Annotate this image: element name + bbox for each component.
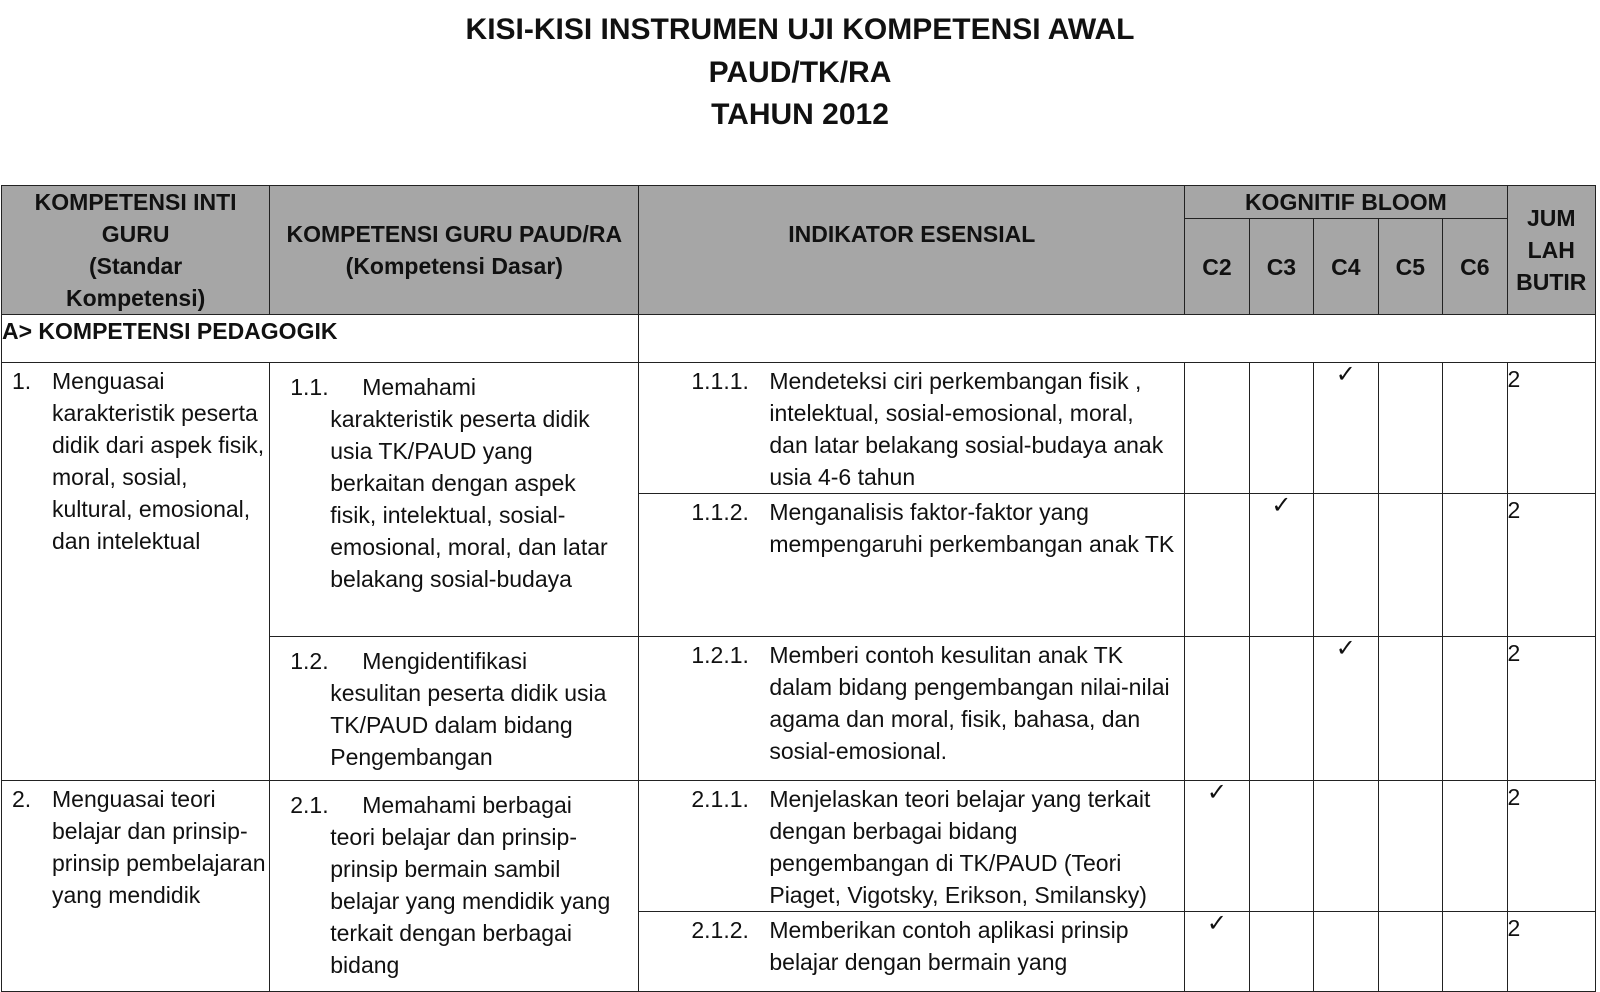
bloom-cell — [1249, 912, 1313, 992]
header-jumlah-line1: JUM — [1526, 205, 1576, 231]
header-level-c6: C6 — [1443, 219, 1508, 315]
indikator-text: Menganalisis faktor-faktor yang mempengaruhi perkembangan anak TK — [769, 499, 1175, 557]
indikator-2-1-2 — [639, 912, 1185, 992]
header-jumlah-line2: LAH — [1527, 237, 1575, 263]
kompetensi-dasar-number: 1.1. — [290, 374, 329, 400]
header-kompetensi-inti-line4: Kompetensi) — [65, 285, 206, 311]
kompetensi-dasar-number: 2.1. — [290, 792, 329, 818]
bloom-cell — [1185, 494, 1249, 637]
check-mark-icon: ✓ — [1314, 637, 1378, 781]
header-level-c3: C3 — [1249, 219, 1313, 315]
jumlah-butir-value: 2 — [1507, 912, 1595, 992]
kompetensi-dasar-2-1 — [270, 781, 639, 992]
kompetensi-inti-text: Menguasai teori belajar dan prinsip-prinsip pembelajaran yang mendidik — [52, 786, 266, 908]
kompetensi-dasar-text: karakteristik peserta didik usia TK/PAUD yang berkaitan dengan aspek fisik, intelektual, sosial-emosional, moral, dan latar belakang sosial-budaya — [330, 406, 608, 592]
header-kompetensi-guru-line2: (Kompetensi Dasar) — [345, 253, 563, 279]
check-mark-icon: ✓ — [1314, 363, 1378, 494]
kompetensi-dasar-text: teori belajar dan prinsip-prinsip bermain sambil belajar yang mendidik yang terkait dengan berbagai bidang — [330, 824, 611, 978]
indikator-1-1-2 — [639, 494, 1185, 637]
indikator-1-2-1 — [639, 637, 1185, 781]
header-kompetensi-inti-line1: KOMPETENSI INTI — [34, 189, 237, 215]
bloom-cell — [1378, 637, 1442, 781]
bloom-cell — [1249, 781, 1313, 912]
jumlah-butir-value: 2 — [1507, 781, 1595, 912]
indikator-number: 1.2.1. — [691, 642, 749, 668]
bloom-cell — [1443, 637, 1508, 781]
header-kompetensi-inti — [2, 186, 270, 315]
kompetensi-dasar-verb: Memahami — [362, 374, 477, 400]
bloom-cell — [1378, 363, 1442, 494]
bloom-cell — [1443, 781, 1508, 912]
kompetensi-inti-2 — [2, 781, 270, 992]
header-kompetensi-guru — [270, 186, 639, 315]
kompetensi-dasar-verb: Memahami berbagai — [362, 792, 572, 818]
indikator-1-1-1 — [639, 363, 1185, 494]
bloom-cell — [1249, 637, 1313, 781]
check-mark-icon: ✓ — [1185, 912, 1249, 992]
indikator-text: Menjelaskan teori belajar yang terkait dengan berbagai bidang pengembangan di TK/PAUD (Teori Piaget, Vigotsky, Erikson, Smilansky) — [769, 786, 1151, 908]
kompetensi-dasar-text: kesulitan peserta didik usia TK/PAUD dalam bidang Pengembangan — [330, 680, 607, 770]
kisi-kisi-table — [1, 185, 1596, 992]
kompetensi-inti-number: 1. — [12, 368, 32, 394]
bloom-cell — [1378, 494, 1442, 637]
header-kompetensi-inti-line2: GURU — [101, 221, 170, 247]
header-kompetensi-inti-line3: (Standar — [88, 253, 183, 279]
bloom-cell — [1185, 637, 1249, 781]
jumlah-butir-value: 2 — [1507, 637, 1595, 781]
bloom-cell — [1314, 494, 1378, 637]
kompetensi-dasar-1-2 — [270, 637, 639, 781]
indikator-number: 1.1.2. — [691, 499, 749, 525]
kompetensi-inti-text: Menguasai karakteristik peserta didik dari aspek fisik, moral, sosial, kultural, emosional, dan intelektual — [52, 368, 265, 554]
kompetensi-dasar-number: 1.2. — [290, 648, 329, 674]
section-kompetensi-pedagogik: A> KOMPETENSI PEDAGOGIK — [2, 315, 639, 363]
indikator-text: Mendeteksi ciri perkembangan fisik , intelektual, sosial-emosional, moral, dan latar belakang sosial-budaya anak usia 4-6 tahun — [769, 368, 1164, 490]
kompetensi-dasar-verb: Mengidentifikasi — [362, 648, 528, 674]
indikator-number: 1.1.1. — [691, 368, 749, 394]
header-jumlah-line3: BUTIR — [1516, 269, 1587, 295]
bloom-cell — [1443, 912, 1508, 992]
check-mark-icon: ✓ — [1249, 494, 1313, 637]
indikator-number: 2.1.1. — [691, 786, 749, 812]
jumlah-butir-value: 2 — [1507, 363, 1595, 494]
indikator-2-1-1 — [639, 781, 1185, 912]
header-kognitif-bloom: KOGNITIF BLOOM — [1185, 186, 1507, 219]
document-title-line1: KISI-KISI INSTRUMEN UJI KOMPETENSI AWAL — [465, 13, 1135, 46]
kompetensi-inti-number: 2. — [12, 786, 32, 812]
header-jumlah-butir — [1507, 186, 1595, 315]
indikator-number: 2.1.2. — [691, 917, 749, 943]
check-mark-icon: ✓ — [1185, 781, 1249, 912]
bloom-cell — [1185, 363, 1249, 494]
document-title-line3: TAHUN 2012 — [711, 98, 889, 131]
header-level-c5: C5 — [1378, 219, 1442, 315]
kompetensi-inti-1 — [2, 363, 270, 781]
bloom-cell — [1378, 912, 1442, 992]
kompetensi-dasar-1-1 — [270, 363, 639, 637]
bloom-cell — [1249, 363, 1313, 494]
section-empty-cell — [639, 315, 1596, 363]
header-indikator-esensial — [639, 186, 1185, 315]
bloom-cell — [1378, 781, 1442, 912]
indikator-text: Memberi contoh kesulitan anak TK dalam bidang pengembangan nilai-nilai agama dan moral, fisik, bahasa, dan sosial-emosional. — [769, 642, 1170, 764]
bloom-cell — [1443, 363, 1508, 494]
jumlah-butir-value: 2 — [1507, 494, 1595, 637]
indikator-text: Memberikan contoh aplikasi prinsip belajar dengan bermain yang — [769, 917, 1129, 975]
bloom-cell — [1443, 494, 1508, 637]
header-level-c4: C4 — [1314, 219, 1378, 315]
header-kompetensi-guru-line1: KOMPETENSI GURU PAUD/RA — [286, 221, 623, 247]
bloom-cell — [1314, 781, 1378, 912]
document-title-line2: PAUD/TK/RA — [708, 56, 892, 89]
header-level-c2: C2 — [1185, 219, 1249, 315]
header-indikator-esensial-text: INDIKATOR ESENSIAL — [788, 221, 1036, 247]
bloom-cell — [1314, 912, 1378, 992]
